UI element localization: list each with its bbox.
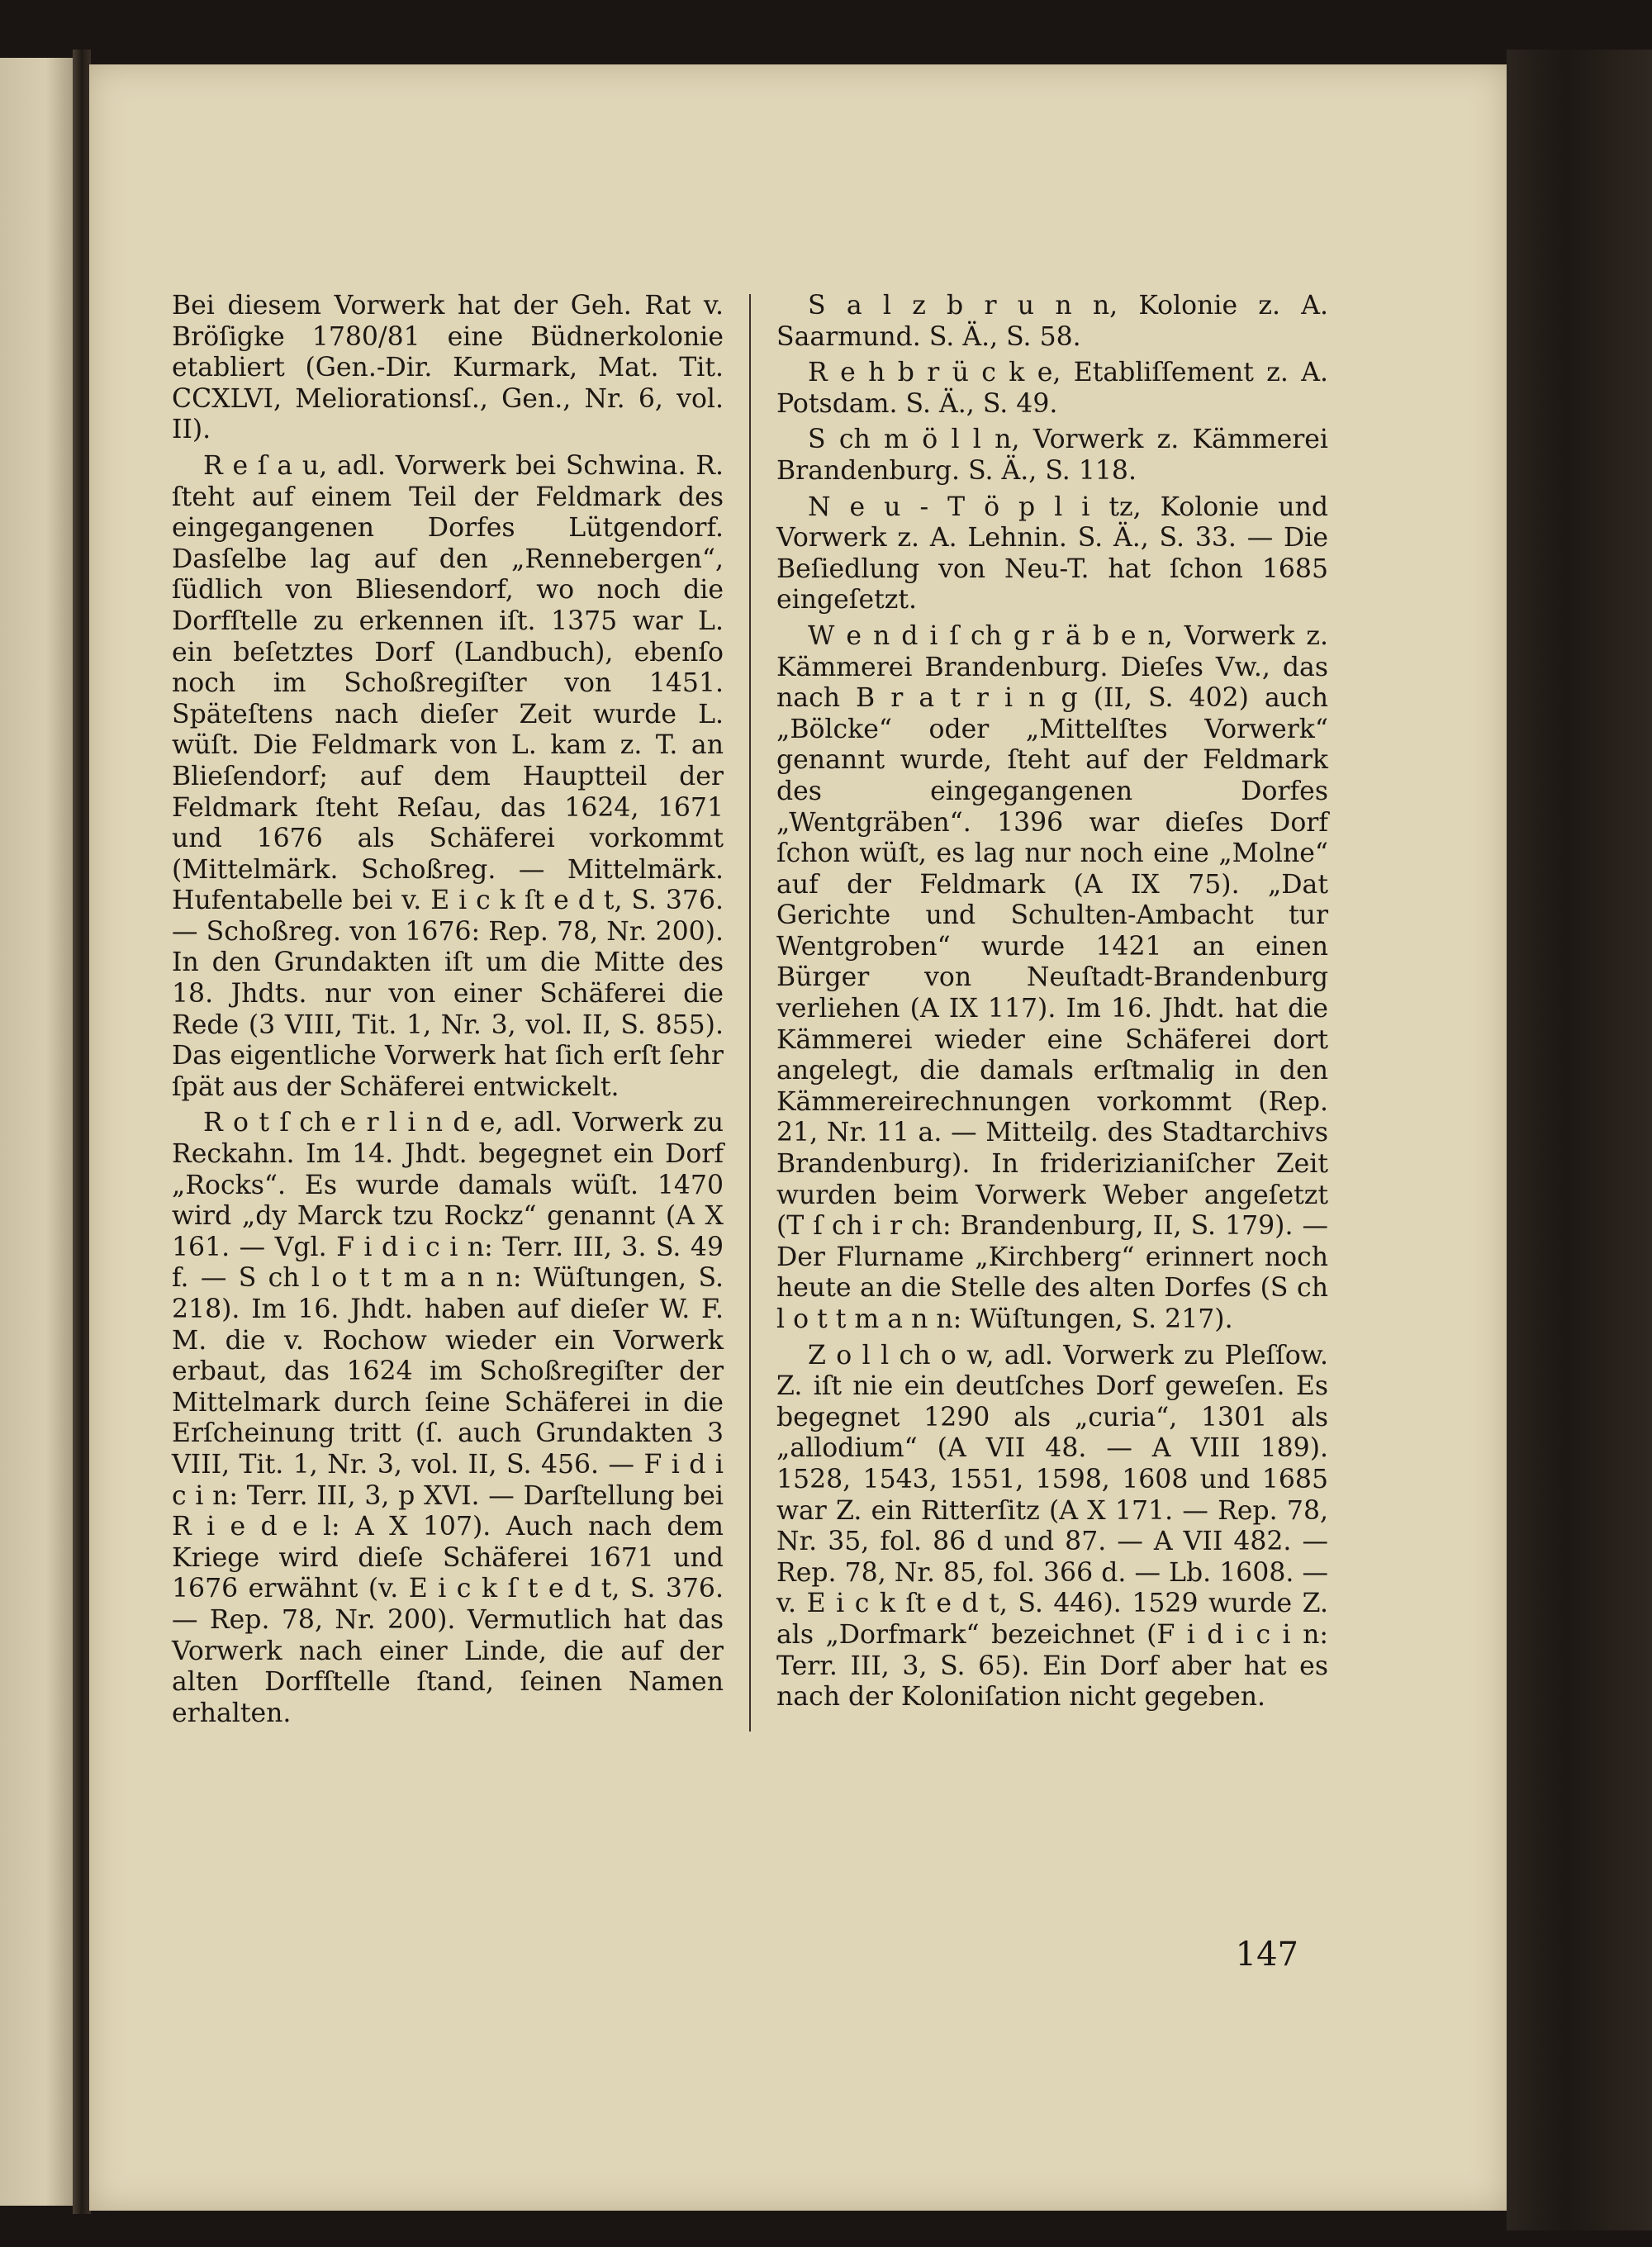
facing-page-edge [0, 58, 76, 2206]
left-column [172, 291, 724, 1734]
entry-neu-toeplitz: N e u - T ö p l i tz, Kolonie und Vorwerk z. A. Lehnin. S. Ä., S. 33. — Die Beſiedlung von Neu-T. hat ſchon 1685 eingeſetzt. [776, 492, 1328, 615]
right-column [776, 291, 1328, 1718]
entry-rehbruecke: R e h b r ü c k e, Etabliſſement z. A. Potsdam. S. Ä., S. 49. [776, 358, 1328, 419]
book-gutter [73, 50, 91, 2214]
book-cover-edge [1507, 50, 1652, 2230]
entry-schmoelln: S ch m ö l l n, Vorwerk z. Kämmerei Brandenburg. S. Ä., S. 118. [776, 425, 1328, 486]
paragraph: Bei diesem Vorwerk hat der Geh. Rat v. Bröſigke 1780/81 eine Büdnerkolonie etabliert (Gen.-Dir. Kurmark, Mat. Tit. CCXLVI, Meliorationsſ., Gen., Nr. 6, vol. II). [172, 291, 724, 445]
entry-resau: R e ſ a u, adl. Vorwerk bei Schwina. R. ſteht auf einem Teil der Feldmark des eingegangenen Dorfes Lütgendorf. Dasſelbe lag auf den „Rennebergen“, ſüdlich von Bliesendorf, wo noch die Dorfſtelle zu erkennen iſt. 1375 war L. ein beſetztes Dorf (Landbuch), ebenſo noch im Schoßregiſter von 1451. Späteſtens nach dieſer Zeit wurde L. wüſt. Die Feldmark von L. kam z. T. an Blieſendorf; auf dem Hauptteil der Feldmark ſteht Reſau, das 1624, 1671 und 1676 als Schäferei vorkommt (Mittelmärk. Schoßreg. — Mittelmärk. Hufentabelle bei v. E i c k ſt e d t, S. 376. — Schoßreg. von 1676: Rep. 78, Nr. 200). In den Grundakten iſt um die Mitte des 18. Jhdts. nur von einer Schäferei die Rede (3 VIII, Tit. 1, Nr. 3, vol. II, S. 855). Das eigentliche Vorwerk hat ſich erſt ſehr ſpät aus der Schäferei entwickelt. [172, 450, 724, 1102]
entry-zollchow: Z o l l ch o w, adl. Vorwerk zu Pleſſow. Z. iſt nie ein deutſches Dorf geweſen. Es begegnet 1290 als „curia“, 1301 als „allodium“ (A VII 48. — A VIII 189). 1528, 1543, 1551, 1598, 1608 und 1685 war Z. ein Ritterſitz (A X 171. — Rep. 78, Nr. 35, fol. 86 d und 87. — A VII 482. — Rep. 78, Nr. 85, fol. 366 d. — Lb. 1608. — v. E i c k ſt e d t, S. 446). 1529 wurde Z. als „Dorfmark“ bezeichnet (F i d i c i n: Terr. III, 3, S. 65). Ein Dorf aber hat es nach der Koloniſation nicht gegeben. [776, 1340, 1328, 1713]
page-number: 147 [1235, 1936, 1298, 1974]
column-divider [749, 294, 751, 1732]
entry-rotscherlinde: R o t ſ ch e r l i n d e, adl. Vorwerk zu Reckahn. Im 14. Jhdt. begegnet ein Dorf „Rocks“. Es wurde damals wüſt. 1470 wird „dy Marck tzu Rockz“ genannt (A X 161. — Vgl. F i d i c i n: Terr. III, 3. S. 49 f. — S ch l o t t m a n n: Wüſtungen, S. 218). Im 16. Jhdt. haben auf dieſer W. F. M. die v. Rochow wieder ein Vorwerk erbaut, das 1624 im Schoßregiſter der Mittelmark durch ſeine Schäferei in die Erſcheinung tritt (ſ. auch Grundakten 3 VIII, Tit. 1, Nr. 3, vol. II, S. 456. — F i d i c i n: Terr. III, 3, p XVI. — Darſtellung bei R i e d e l: A X 107). Auch nach dem Kriege wird dieſe Schäferei 1671 und 1676 erwähnt (v. E i c k ſ t e d t, S. 376. — Rep. 78, Nr. 200). Vermutlich hat das Vorwerk nach einer Linde, die auf der alten Dorfſtelle ſtand, ſeinen Namen erhalten. [172, 1108, 724, 1728]
text-columns [172, 291, 1328, 1770]
entry-salzbrunn: S a l z b r u n n, Kolonie z. A. Saarmund. S. Ä., S. 58. [776, 291, 1328, 352]
entry-wendischgraeben: W e n d i ſ ch g r ä b e n, Vorwerk z. Kämmerei Brandenburg. Dieſes Vw., das nach B r a t r i n g (II, S. 402) auch „Bölcke“ oder „Mittelſtes Vorwerk“ genannt wurde, ſteht auf der Feldmark des eingegangenen Dorfes „Wentgräben“. 1396 war dieſes Dorf ſchon wüſt, es lag nur noch eine „Molne“ auf der Feldmark (A IX 75). „Dat Gerichte und Schulten-Ambacht tur Wentgroben“ wurde 1421 an einen Bürger von Neuſtadt-Brandenburg verliehen (A IX 117). Im 16. Jhdt. hat die Kämmerei wieder eine Schäferei dort angelegt, die damals erſtmalig in den Kämmereirechnungen vorkommt (Rep. 21, Nr. 11 a. — Mitteilg. des Stadtarchivs Brandenburg). In friderizianiſcher Zeit wurden beim Vorwerk Weber angeſetzt (T ſ ch i r ch: Brandenburg, II, S. 179). — Der Flurname „Kirchberg“ erinnert noch heute an die Stelle des alten Dorfes (S ch l o t t m a n n: Wüſtungen, S. 217). [776, 620, 1328, 1334]
